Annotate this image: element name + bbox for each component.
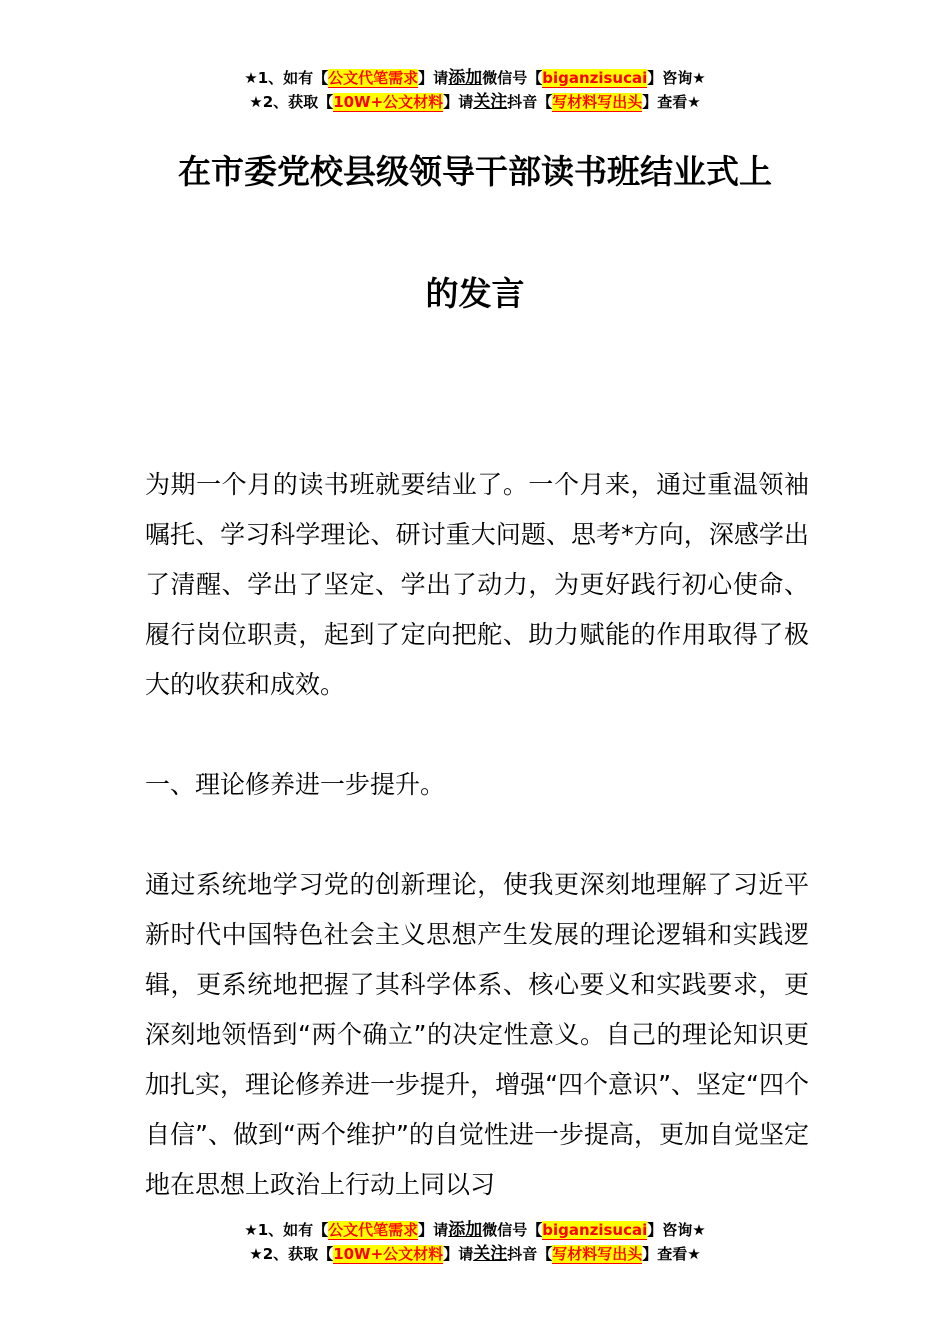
banner-line-2: ★2、获取【10W+公文材料】请关注抖音【写材料写出头】查看★ bbox=[249, 1244, 701, 1264]
banner-line-1: ★1、如有【公文代笔需求】请添加微信号【biganzisucai】咨询★ bbox=[244, 68, 706, 88]
paragraph-intro: 为期一个月的读书班就要结业了。一个月来，通过重温领袖嘱托、学习科学理论、研讨重大问题、思考*方向，深感学出了清醒、学出了坚定、学出了动力，为更好践行初心使命、履行岗位职责，起到了定向把舵、助力赋能的作用取得了极大的收获和成效。 bbox=[145, 470, 809, 699]
banner-highlight: 10W+公文材料 bbox=[333, 93, 444, 111]
document-title-line-2: 的发言 bbox=[425, 274, 525, 313]
document-body bbox=[145, 460, 809, 1210]
banner-highlight: 公文代笔需求 bbox=[328, 1221, 419, 1239]
header-banner bbox=[0, 66, 950, 114]
banner-highlight: 写材料写出头 bbox=[552, 1245, 643, 1263]
section-heading: 一、理论修养进一步提升。 bbox=[145, 770, 446, 799]
banner-line-2: ★2、获取【10W+公文材料】请关注抖音【写材料写出头】查看★ bbox=[249, 92, 701, 112]
banner-highlight: 公文代笔需求 bbox=[328, 69, 419, 87]
paragraph-section-1: 通过系统地学习党的创新理论，使我更深刻地理解了习近平新时代中国特色社会主义思想产生发展的理论逻辑和实践逻辑，更系统地把握了其科学体系、核心要义和实践要求，更深刻地领悟到“两个确立”的决定性意义。自己的理论知识更加扎实，理论修养进一步提升，增强“四个意识”、坚定“四个自信”、做到“两个维护”的自觉性进一步提高，更加自觉坚定地在思想上政治上行动上同以习 bbox=[145, 870, 809, 1199]
banner-line-1: ★1、如有【公文代笔需求】请添加微信号【biganzisucai】咨询★ bbox=[244, 1220, 706, 1240]
footer-banner bbox=[0, 1218, 950, 1266]
document-title-line-1: 在市委党校县级领导干部读书班结业式上 bbox=[178, 152, 772, 191]
banner-highlight: biganzisucai bbox=[542, 69, 648, 87]
banner-highlight: biganzisucai bbox=[542, 1221, 648, 1239]
banner-highlight: 写材料写出头 bbox=[552, 93, 643, 111]
banner-highlight: 10W+公文材料 bbox=[333, 1245, 444, 1263]
